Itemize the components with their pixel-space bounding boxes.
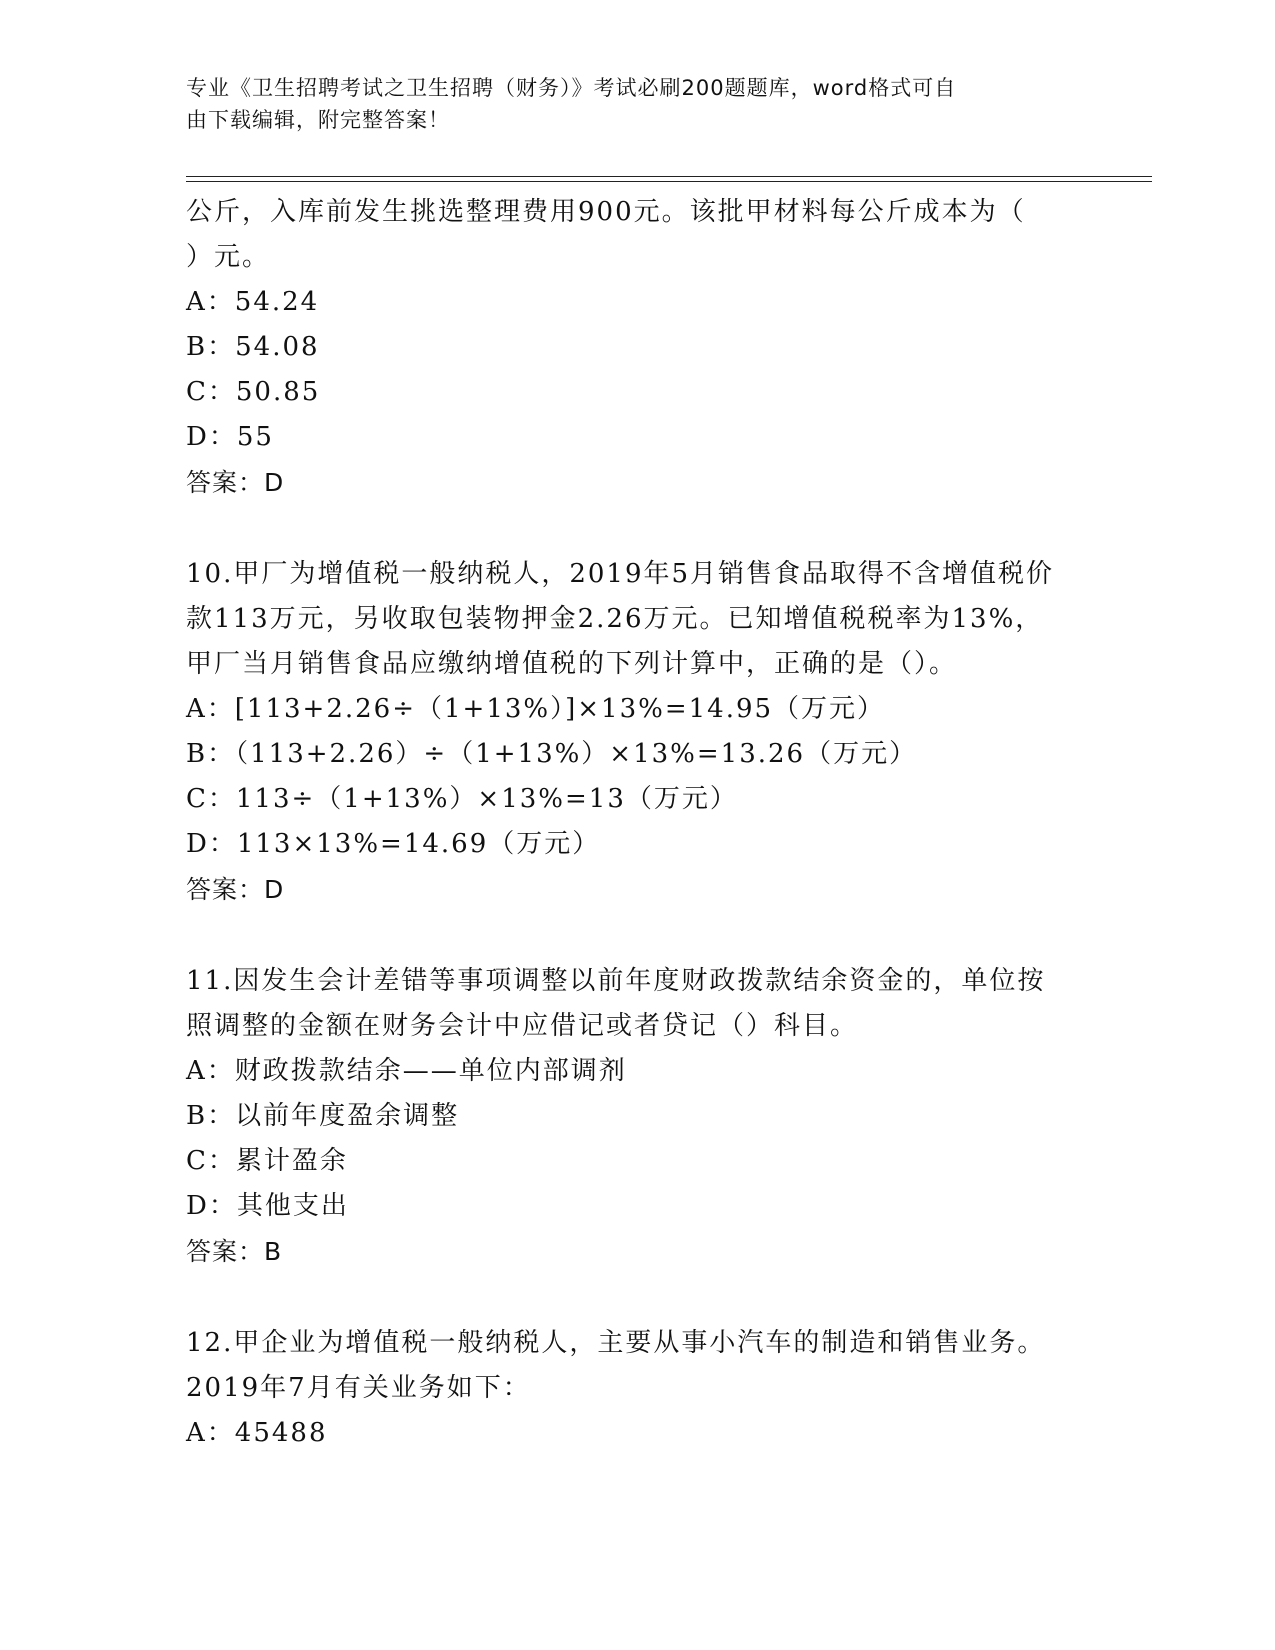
answer: 答案：D [186, 468, 285, 497]
answer: 答案：D [186, 875, 285, 904]
header-title-line-1: 专业《卫生招聘考试之卫生招聘（财务）》考试必刷200题题库，word格式可自 [186, 76, 957, 100]
option-c: C：113÷（1+13%）×13%=13（万元） [186, 784, 738, 814]
document-body [186, 190, 1086, 1456]
question-text: 款113万元，另收取包装物押金2.26万元。已知增值税税率为13%， [186, 604, 1044, 634]
header-divider-top [186, 176, 1152, 177]
option-a: A：财政拨款结余——单位内部调剂 [186, 1056, 627, 1086]
document-header [186, 72, 1066, 136]
question-text: 照调整的金额在财务会计中应借记或者贷记（）科目。 [186, 1011, 859, 1041]
question-text: 甲厂当月销售食品应缴纳增值税的下列计算中，正确的是（）。 [186, 649, 958, 679]
option-d: D：55 [186, 422, 274, 452]
option-c: C：累计盈余 [186, 1146, 348, 1176]
option-a: A：54.24 [186, 287, 320, 317]
answer: 答案：B [186, 1237, 283, 1266]
question-10 [186, 552, 1086, 912]
question-text: 11.因发生会计差错等事项调整以前年度财政拨款结余资金的，单位按 [186, 966, 1046, 996]
question-text: ）元。 [186, 242, 271, 272]
question-9 [186, 190, 1086, 505]
option-a: A：45488 [186, 1418, 328, 1448]
header-title-line-2: 由下载编辑，附完整答案！ [186, 108, 450, 132]
header-divider-bottom [186, 181, 1152, 182]
option-d: D：113×13%=14.69（万元） [186, 829, 601, 859]
question-12 [186, 1321, 1086, 1456]
option-b: B：54.08 [186, 332, 320, 362]
question-text: 2019年7月有关业务如下： [186, 1373, 531, 1403]
option-b: B：以前年度盈余调整 [186, 1101, 460, 1131]
option-b: B：（113+2.26）÷（1+13%）×13%=13.26（万元） [186, 739, 918, 769]
question-11 [186, 959, 1086, 1274]
question-text: 12.甲企业为增值税一般纳税人，主要从事小汽车的制造和销售业务。 [186, 1328, 1046, 1358]
option-a: A：[113+2.26÷（1+13%）]×13%=14.95（万元） [186, 694, 886, 724]
option-d: D：其他支出 [186, 1191, 349, 1221]
question-text: 公斤，入库前发生挑选整理费用900元。该批甲材料每公斤成本为（ [186, 197, 1026, 227]
option-c: C：50.85 [186, 377, 321, 407]
question-text: 10.甲厂为增值税一般纳税人，2019年5月销售食品取得不含增值税价 [186, 559, 1055, 589]
